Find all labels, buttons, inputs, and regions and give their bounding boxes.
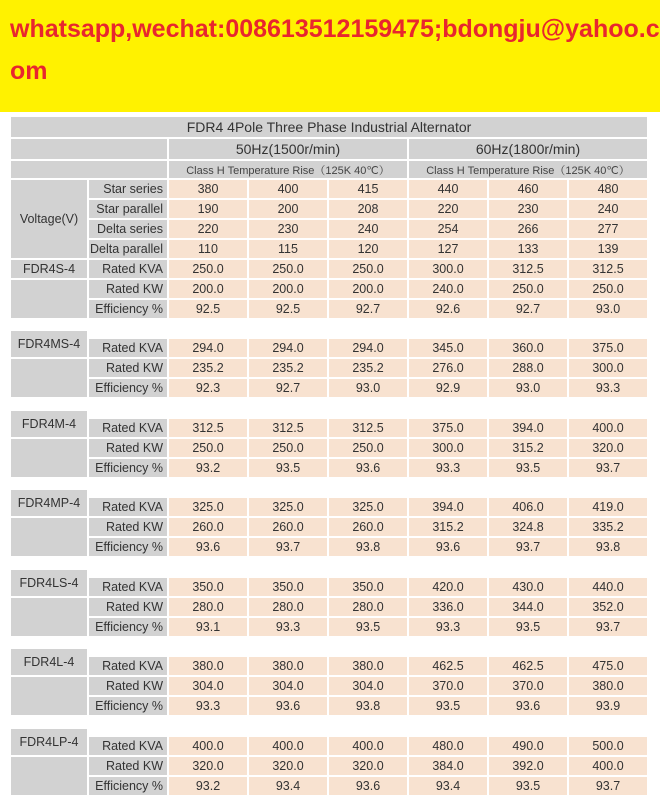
model-name-fill [10, 597, 88, 637]
spec-cell: 93.0 [488, 378, 568, 398]
spec-cell: 380.0 [568, 676, 648, 696]
voltage-cell: 230 [488, 199, 568, 219]
spec-cell: 250.0 [568, 279, 648, 299]
spec-cell: 280.0 [248, 597, 328, 617]
spec-cell: 336.0 [408, 597, 488, 617]
freq-header-50hz: 50Hz(1500r/min) [168, 138, 408, 160]
spec-cell: 294.0 [248, 338, 328, 358]
spec-cell: 93.7 [248, 537, 328, 557]
model-name: FDR4LP-4 [10, 728, 88, 756]
spec-cell: 320.0 [248, 756, 328, 776]
spec-row-label: Rated KW [88, 756, 168, 776]
spec-cell: 462.5 [408, 656, 488, 676]
spec-cell: 93.5 [488, 458, 568, 478]
spec-cell: 92.9 [408, 378, 488, 398]
spec-cell: 93.8 [328, 537, 408, 557]
spec-cell: 240.0 [408, 279, 488, 299]
spec-cell: 400.0 [568, 756, 648, 776]
spec-cell: 280.0 [168, 597, 248, 617]
spec-cell: 260.0 [248, 517, 328, 537]
contact-banner [0, 0, 660, 112]
spec-cell: 235.2 [168, 358, 248, 378]
voltage-label: Voltage(V) [10, 179, 88, 259]
spec-cell: 250.0 [328, 438, 408, 458]
voltage-cell: 254 [408, 219, 488, 239]
spec-cell: 280.0 [328, 597, 408, 617]
spec-cell: 420.0 [408, 577, 488, 597]
spec-cell: 200.0 [168, 279, 248, 299]
spec-row-label: Efficiency % [88, 696, 168, 716]
block-gap [10, 728, 648, 736]
spec-cell: 93.6 [328, 776, 408, 796]
spec-cell: 93.6 [488, 696, 568, 716]
block-gap [10, 330, 648, 338]
block-gap [10, 489, 648, 497]
spec-cell: 320.0 [328, 756, 408, 776]
voltage-cell: 240 [568, 199, 648, 219]
model-name-fill [10, 756, 88, 796]
temp-header-60hz: Class H Temperature Rise（125K 40℃） [408, 160, 648, 179]
spec-cell: 93.2 [168, 458, 248, 478]
spec-cell: 380.0 [248, 656, 328, 676]
spec-cell: 93.3 [408, 458, 488, 478]
spec-row-label: Efficiency % [88, 299, 168, 319]
spec-cell: 312.5 [328, 418, 408, 438]
voltage-row-label: Delta series [88, 219, 168, 239]
voltage-cell: 460 [488, 179, 568, 199]
spec-cell: 93.4 [248, 776, 328, 796]
spec-cell: 93.2 [168, 776, 248, 796]
spec-cell: 250.0 [248, 438, 328, 458]
model-name: FDR4MS-4 [10, 330, 88, 358]
spec-cell: 304.0 [248, 676, 328, 696]
voltage-row-label: Delta parallel [88, 239, 168, 259]
spec-cell: 92.7 [488, 299, 568, 319]
block-gap [10, 410, 648, 418]
spec-cell: 400.0 [168, 736, 248, 756]
spec-cell: 93.7 [568, 617, 648, 637]
spec-cell: 300.0 [408, 259, 488, 279]
header-blank [10, 138, 168, 160]
spec-cell: 92.3 [168, 378, 248, 398]
spec-cell: 392.0 [488, 756, 568, 776]
header-blank-2 [10, 160, 168, 179]
spec-cell: 304.0 [168, 676, 248, 696]
spec-row-label: Rated KW [88, 279, 168, 299]
model-name-fill [10, 438, 88, 478]
spec-cell: 93.7 [568, 776, 648, 796]
model-name-fill [10, 279, 88, 319]
spec-row-label: Rated KVA [88, 338, 168, 358]
spec-cell: 312.5 [168, 418, 248, 438]
spec-cell: 440.0 [568, 577, 648, 597]
spec-cell: 93.1 [168, 617, 248, 637]
spec-cell: 324.8 [488, 517, 568, 537]
spec-cell: 380.0 [168, 656, 248, 676]
table-title: FDR4 4Pole Three Phase Industrial Alternator [10, 116, 648, 138]
spec-cell: 352.0 [568, 597, 648, 617]
spec-cell: 312.5 [568, 259, 648, 279]
spec-cell: 394.0 [488, 418, 568, 438]
spec-cell: 92.5 [248, 299, 328, 319]
spec-cell: 350.0 [328, 577, 408, 597]
spec-cell: 320.0 [568, 438, 648, 458]
block-gap [10, 569, 648, 577]
spec-row-label: Rated KVA [88, 656, 168, 676]
spec-cell: 93.8 [568, 537, 648, 557]
spec-cell: 93.5 [248, 458, 328, 478]
spec-cell: 312.5 [248, 418, 328, 438]
voltage-cell: 110 [168, 239, 248, 259]
spec-cell: 93.3 [168, 696, 248, 716]
spec-cell: 325.0 [328, 497, 408, 517]
spec-cell: 288.0 [488, 358, 568, 378]
voltage-cell: 120 [328, 239, 408, 259]
voltage-cell: 277 [568, 219, 648, 239]
spec-cell: 93.5 [488, 617, 568, 637]
spec-row-label: Rated KW [88, 517, 168, 537]
spec-cell: 93.6 [248, 696, 328, 716]
spec-cell: 344.0 [488, 597, 568, 617]
voltage-cell: 415 [328, 179, 408, 199]
spec-row-label: Efficiency % [88, 378, 168, 398]
spec-cell: 93.6 [408, 537, 488, 557]
spec-cell: 375.0 [408, 418, 488, 438]
voltage-cell: 220 [408, 199, 488, 219]
spec-cell: 250.0 [168, 438, 248, 458]
spec-row-label: Efficiency % [88, 537, 168, 557]
spec-cell: 490.0 [488, 736, 568, 756]
spec-cell: 250.0 [328, 259, 408, 279]
spec-cell: 400.0 [248, 736, 328, 756]
spec-cell: 304.0 [328, 676, 408, 696]
voltage-cell: 220 [168, 219, 248, 239]
voltage-cell: 200 [248, 199, 328, 219]
model-name: FDR4LS-4 [10, 569, 88, 597]
spec-cell: 294.0 [168, 338, 248, 358]
voltage-cell: 139 [568, 239, 648, 259]
spec-cell: 92.6 [408, 299, 488, 319]
voltage-cell: 127 [408, 239, 488, 259]
voltage-cell: 480 [568, 179, 648, 199]
spec-cell: 93.4 [408, 776, 488, 796]
voltage-cell: 440 [408, 179, 488, 199]
model-name: FDR4M-4 [10, 410, 88, 438]
spec-cell: 93.3 [408, 617, 488, 637]
voltage-cell: 115 [248, 239, 328, 259]
spec-cell: 93.7 [488, 537, 568, 557]
spec-cell: 260.0 [168, 517, 248, 537]
spec-cell: 375.0 [568, 338, 648, 358]
model-name: FDR4MP-4 [10, 489, 88, 517]
spec-cell: 93.0 [568, 299, 648, 319]
spec-row-label: Efficiency % [88, 776, 168, 796]
spec-cell: 394.0 [408, 497, 488, 517]
spec-cell: 475.0 [568, 656, 648, 676]
spec-cell: 260.0 [328, 517, 408, 537]
spec-cell: 93.7 [568, 458, 648, 478]
spec-row-label: Efficiency % [88, 458, 168, 478]
spec-cell: 92.7 [248, 378, 328, 398]
spec-cell: 93.5 [408, 696, 488, 716]
spec-cell: 500.0 [568, 736, 648, 756]
spec-cell: 93.3 [248, 617, 328, 637]
voltage-cell: 133 [488, 239, 568, 259]
spec-row-label: Rated KW [88, 597, 168, 617]
voltage-cell: 208 [328, 199, 408, 219]
spec-cell: 93.8 [328, 696, 408, 716]
spec-cell: 345.0 [408, 338, 488, 358]
voltage-cell: 240 [328, 219, 408, 239]
spec-cell: 93.3 [568, 378, 648, 398]
spec-cell: 200.0 [328, 279, 408, 299]
model-name: FDR4L-4 [10, 648, 88, 676]
spec-row-label: Efficiency % [88, 617, 168, 637]
voltage-cell: 230 [248, 219, 328, 239]
model-name: FDR4S-4 [10, 259, 88, 279]
spec-cell: 294.0 [328, 338, 408, 358]
spec-cell: 93.9 [568, 696, 648, 716]
spec-row-label: Rated KVA [88, 497, 168, 517]
spec-cell: 350.0 [248, 577, 328, 597]
voltage-row-label: Star parallel [88, 199, 168, 219]
spec-cell: 370.0 [408, 676, 488, 696]
alternator-spec-table [0, 112, 660, 800]
spec-cell: 235.2 [328, 358, 408, 378]
spec-row-label: Rated KVA [88, 259, 168, 279]
spec-cell: 300.0 [408, 438, 488, 458]
voltage-row-label: Star series [88, 179, 168, 199]
temp-header-50hz: Class H Temperature Rise（125K 40℃） [168, 160, 408, 179]
spec-cell: 480.0 [408, 736, 488, 756]
spec-cell: 93.6 [168, 537, 248, 557]
spec-cell: 380.0 [328, 656, 408, 676]
spec-cell: 276.0 [408, 358, 488, 378]
spec-cell: 360.0 [488, 338, 568, 358]
spec-cell: 400.0 [328, 736, 408, 756]
spec-cell: 384.0 [408, 756, 488, 776]
spec-cell: 462.5 [488, 656, 568, 676]
model-name-fill [10, 358, 88, 398]
spec-row-label: Rated KW [88, 358, 168, 378]
spec-cell: 400.0 [568, 418, 648, 438]
spec-row-label: Rated KVA [88, 418, 168, 438]
model-name-fill [10, 517, 88, 557]
spec-cell: 93.6 [328, 458, 408, 478]
spec-cell: 419.0 [568, 497, 648, 517]
spec-cell: 235.2 [248, 358, 328, 378]
spec-cell: 320.0 [168, 756, 248, 776]
spec-cell: 325.0 [248, 497, 328, 517]
contact-banner-text: whatsapp,wechat:008613512159475;bdongju@yahoo.com [10, 15, 660, 85]
model-name-fill [10, 676, 88, 716]
voltage-cell: 380 [168, 179, 248, 199]
spec-cell: 370.0 [488, 676, 568, 696]
spec-cell: 250.0 [168, 259, 248, 279]
block-gap [10, 648, 648, 656]
spec-cell: 350.0 [168, 577, 248, 597]
voltage-cell: 266 [488, 219, 568, 239]
spec-cell: 250.0 [248, 259, 328, 279]
spec-cell: 406.0 [488, 497, 568, 517]
spec-cell: 93.5 [488, 776, 568, 796]
spec-cell: 312.5 [488, 259, 568, 279]
spec-cell: 315.2 [488, 438, 568, 458]
spec-cell: 92.5 [168, 299, 248, 319]
voltage-cell: 190 [168, 199, 248, 219]
spec-cell: 315.2 [408, 517, 488, 537]
spec-row-label: Rated KW [88, 438, 168, 458]
spec-cell: 200.0 [248, 279, 328, 299]
spec-cell: 430.0 [488, 577, 568, 597]
spec-cell: 93.5 [328, 617, 408, 637]
spec-row-label: Rated KW [88, 676, 168, 696]
spec-cell: 300.0 [568, 358, 648, 378]
spec-cell: 93.0 [328, 378, 408, 398]
spec-row-label: Rated KVA [88, 577, 168, 597]
spec-cell: 250.0 [488, 279, 568, 299]
spec-cell: 335.2 [568, 517, 648, 537]
spec-row-label: Rated KVA [88, 736, 168, 756]
freq-header-60hz: 60Hz(1800r/min) [408, 138, 648, 160]
voltage-cell: 400 [248, 179, 328, 199]
spec-cell: 325.0 [168, 497, 248, 517]
spec-cell: 92.7 [328, 299, 408, 319]
